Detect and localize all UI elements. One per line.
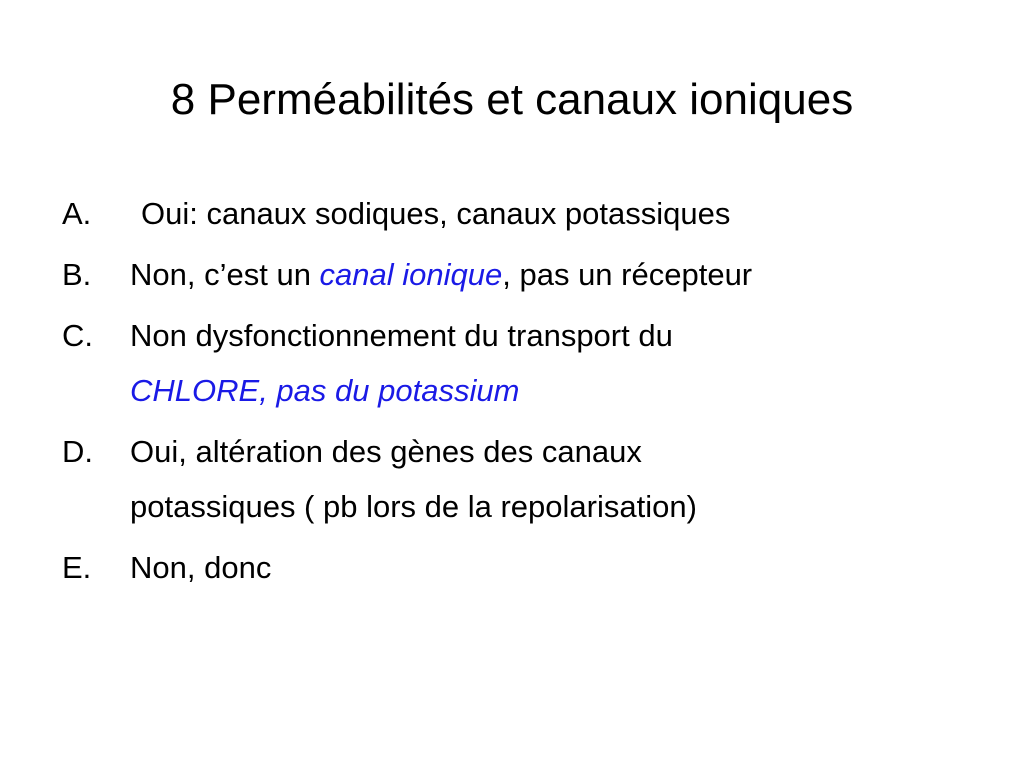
answer-letter: E. bbox=[62, 550, 92, 585]
answer-item-e bbox=[62, 540, 982, 595]
answer-text-before: Non, c’est un bbox=[130, 257, 320, 292]
answer-highlight: canal ionique bbox=[319, 257, 503, 292]
answer-list bbox=[62, 186, 982, 601]
answer-item-a bbox=[62, 186, 982, 241]
answer-letter: B. bbox=[62, 257, 92, 292]
answer-letter: A. bbox=[62, 196, 92, 231]
answer-highlight: CHLORE, pas du potassium bbox=[130, 373, 520, 408]
answer-item-b bbox=[62, 247, 982, 302]
answer-text bbox=[130, 257, 752, 292]
answer-text-line-1: Non dysfonctionnement du transport du bbox=[130, 318, 673, 353]
answer-letter: C. bbox=[62, 318, 93, 353]
answer-text-after: , pas un récepteur bbox=[502, 257, 753, 292]
answer-text: Oui: canaux sodiques, canaux potassiques bbox=[141, 196, 731, 231]
answer-text: Non, donc bbox=[130, 550, 272, 585]
answer-item-c bbox=[62, 308, 982, 418]
answer-item-d bbox=[62, 424, 982, 534]
answer-text-line-1: Oui, altération des gènes des canaux bbox=[130, 434, 642, 469]
slide-title: 8 Perméabilités et canaux ioniques bbox=[170, 75, 854, 124]
answer-letter: D. bbox=[62, 434, 93, 469]
answer-text-line-2: potassiques ( pb lors de la repolarisation) bbox=[130, 489, 697, 524]
